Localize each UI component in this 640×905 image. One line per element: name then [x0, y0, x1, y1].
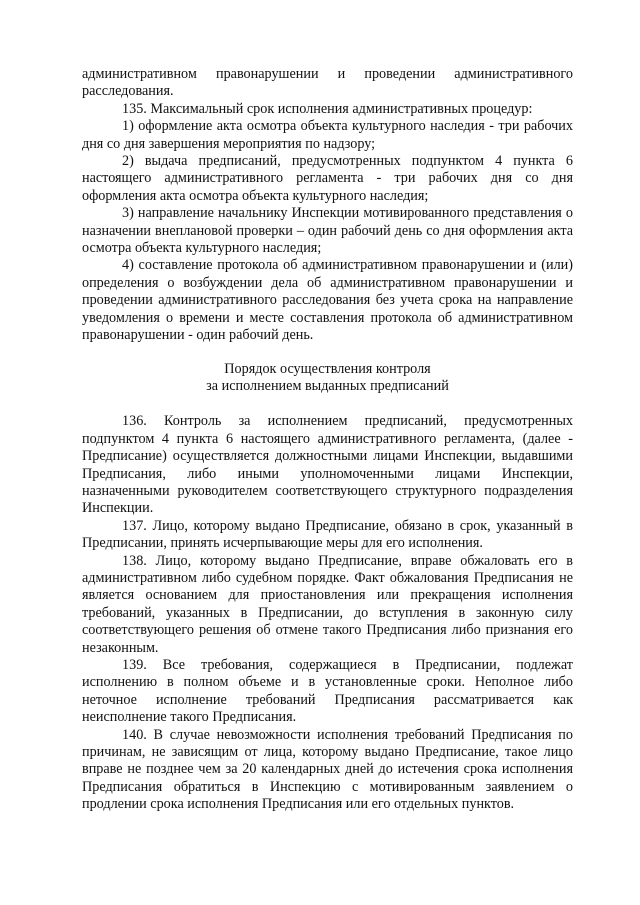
paragraph-138: 138. Лицо, которому выдано Предписание, вправе обжаловать его в административном либо судебном порядке. Факт обжалования Предписания не является основанием для приостановления или прекращения исполнения требований, указанных в Предписании, до вступления в законную силу соответствующего решения об отмене такого Предписания либо признания его незаконным. [82, 552, 573, 656]
paragraph-continuation: административном правонарушении и проведении административного расследования. [82, 66, 573, 100]
paragraph-135-item-3: 3) направление начальнику Инспекции мотивированного представления о назначении внеплановой проверки – один рабочий день со дня оформления акта осмотра объекта культурного наследия; [82, 205, 573, 257]
paragraph-140: 140. В случае невозможности исполнения требований Предписания по причинам, не зависящим от лица, которому выдано Предписание, такое лицо вправе не позднее чем за 20 календарных дней до истечения срока исполнения Предписания обратиться в Инспекцию с мотивированным заявлением о продлении срока исполнения Предписания или его отдельных пунктов. [82, 726, 573, 813]
section-heading-line-1: Порядок осуществления контроля [224, 360, 431, 377]
paragraph-136: 136. Контроль за исполнением предписаний, предусмотренных подпунктом 4 пункта 6 настоящего административного регламента, (далее - Предписание) осуществляется должностными лицами Инспекции, выдавшими Предписания, либо иными уполномоченными лицами Инспекции, назначенными руководителем соответствующего структурного подразделения Инспекции. [82, 413, 573, 517]
paragraph-137: 137. Лицо, которому выдано Предписание, обязано в срок, указанный в Предписании, принять исчерпывающие меры для его исполнения. [82, 517, 573, 552]
paragraph-135: 135. Максимальный срок исполнения административных процедур: [122, 100, 533, 117]
section-heading [82, 361, 573, 396]
paragraph-139: 139. Все требования, содержащиеся в Предписании, подлежат исполнению в полном объеме и в установленные сроки. Неполное либо неточное исполнение требований Предписания рассматривается как неисполнение такого Предписания. [82, 657, 573, 726]
section-heading-line-2: за исполнением выданных предписаний [206, 377, 449, 394]
paragraph-135-item-2: 2) выдача предписаний, предусмотренных подпунктом 4 пункта 6 настоящего административного регламента - три рабочих дня со дня оформления акта осмотра объекта культурного наследия; [82, 153, 573, 204]
paragraph-135-item-1: 1) оформление акта осмотра объекта культурного наследия - три рабочих дня со дня завершения мероприятия по надзору; [82, 118, 573, 152]
paragraph-135-item-4: 4) составление протокола об административном правонарушении и (или) определения о возбуждении дела об административном правонарушении и проведении административного расследования без учета срока на направление уведомления о времени и месте составления протокола об административном правонарушении - один рабочий день. [82, 257, 573, 344]
document-body [82, 66, 573, 814]
